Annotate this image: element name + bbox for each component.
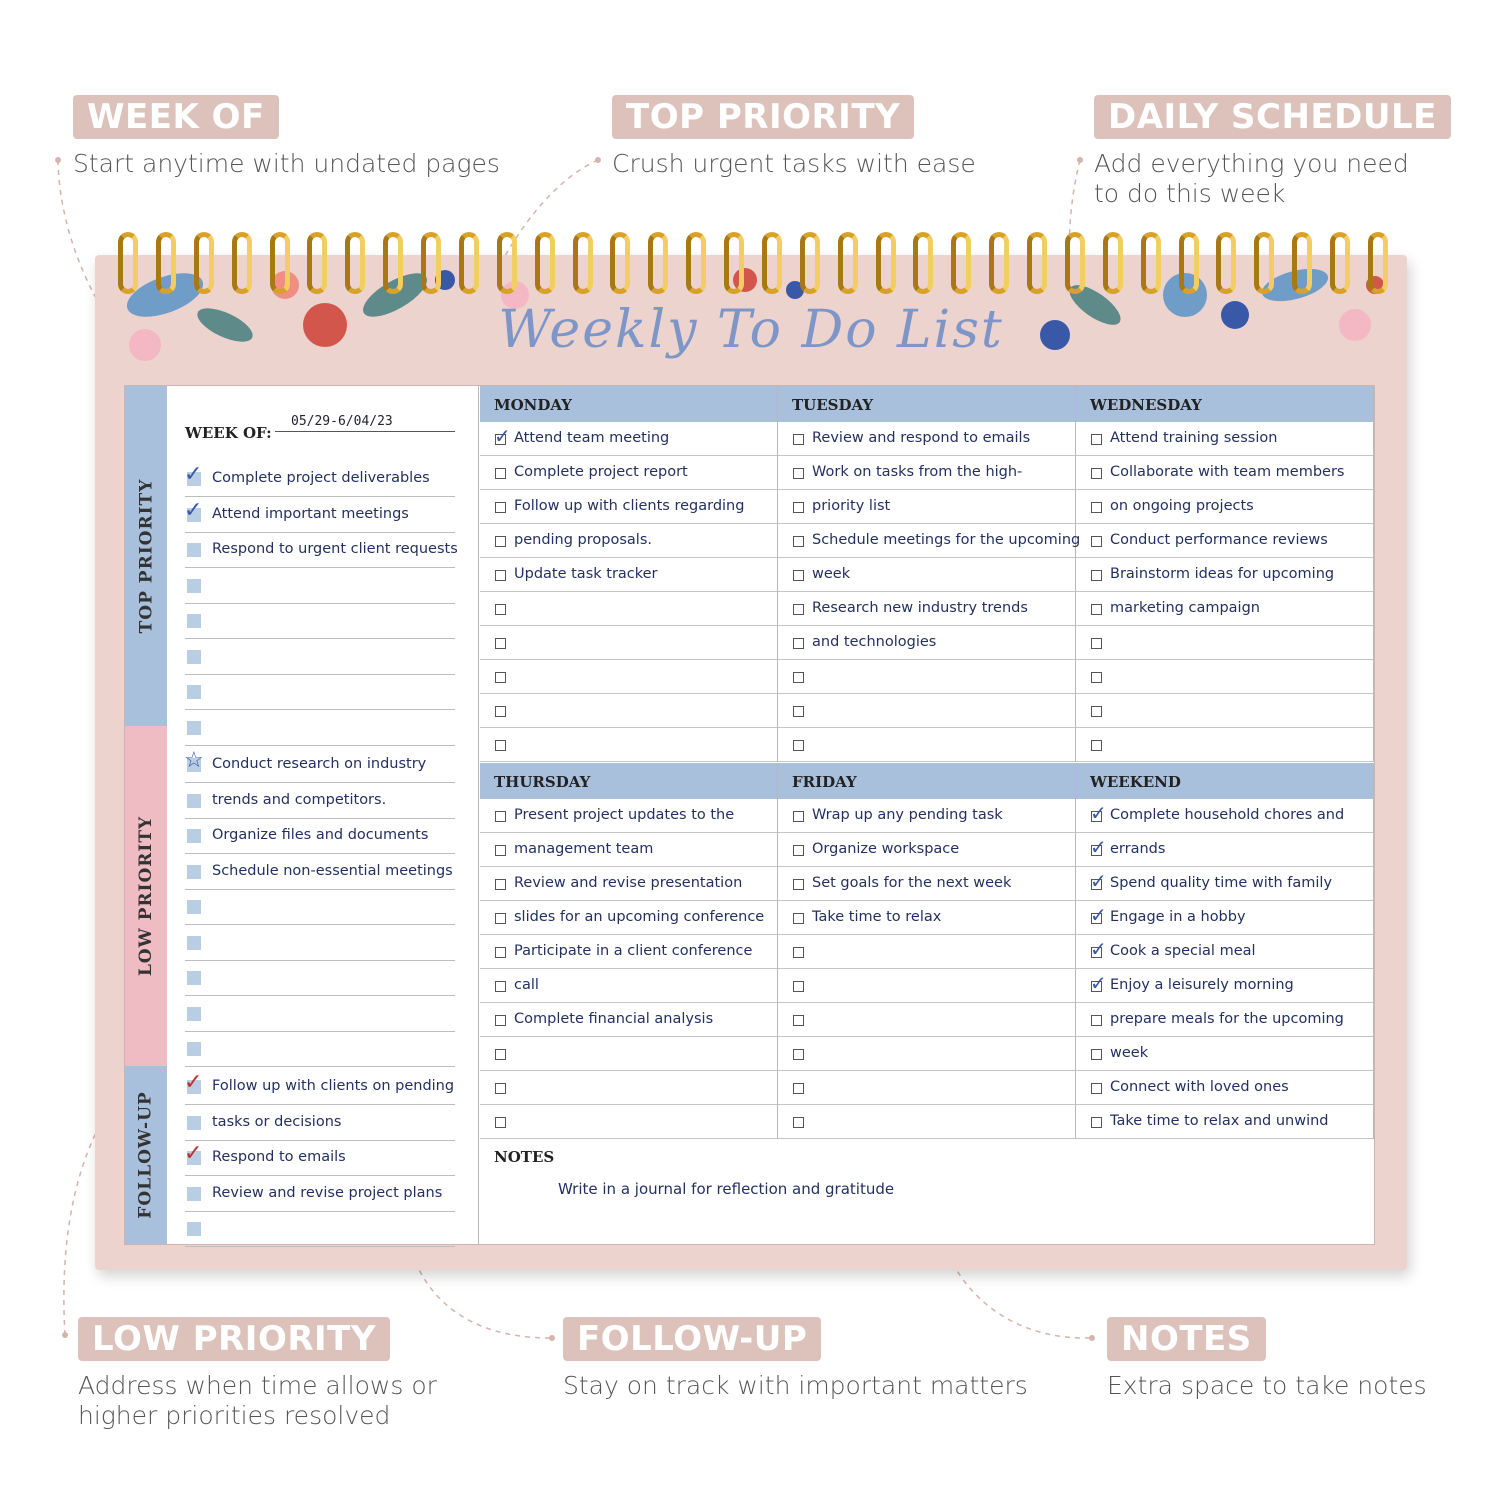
checkbox[interactable] — [495, 740, 506, 751]
task-row[interactable] — [480, 867, 777, 901]
task-row[interactable] — [778, 728, 1075, 762]
task-row[interactable] — [1076, 1037, 1373, 1071]
checkbox[interactable] — [793, 570, 804, 581]
checkmark-icon: ✓ — [184, 462, 203, 487]
spiral-ring — [459, 232, 479, 294]
spiral-ring — [421, 232, 441, 294]
callout-week-of — [73, 95, 500, 179]
priority-row[interactable] — [185, 533, 458, 568]
priority-row[interactable] — [185, 784, 455, 819]
task-row[interactable] — [1076, 935, 1373, 969]
notes-text[interactable]: Write in a journal for reflection and gratitude — [558, 1180, 895, 1198]
task-row[interactable] — [480, 626, 777, 660]
day-header: TUESDAY — [778, 386, 1075, 422]
spiral-ring — [156, 232, 176, 294]
spiral-ring — [1103, 232, 1123, 294]
task-text: pending proposals. — [514, 532, 652, 548]
notes-section — [480, 1140, 1375, 1244]
priority-row[interactable] — [185, 1106, 455, 1141]
spiral-ring — [118, 232, 138, 294]
checkbox[interactable] — [793, 468, 804, 479]
task-row[interactable] — [778, 1003, 1075, 1037]
callout-desc: Crush urgent tasks with ease — [612, 149, 976, 178]
task-text: tasks or decisions — [212, 1113, 342, 1130]
checkbox[interactable] — [495, 570, 506, 581]
checkbox[interactable] — [793, 536, 804, 547]
task-row[interactable] — [1076, 490, 1373, 524]
checkbox[interactable] — [495, 1049, 506, 1060]
task-row[interactable] — [1076, 867, 1373, 901]
checkbox[interactable] — [793, 706, 804, 717]
band-top-priority — [125, 386, 167, 726]
checkbox[interactable] — [495, 845, 506, 856]
checkbox[interactable] — [1091, 434, 1102, 445]
day-header: THURSDAY — [480, 763, 777, 799]
task-row[interactable] — [480, 728, 777, 762]
task-row[interactable] — [480, 799, 777, 833]
task-row[interactable] — [778, 592, 1075, 626]
checkbox[interactable] — [187, 685, 201, 699]
task-text: Enjoy a leisurely morning — [1110, 977, 1294, 993]
task-text: slides for an upcoming conference — [514, 909, 765, 925]
task-row[interactable] — [778, 694, 1075, 728]
checkbox[interactable] — [495, 913, 506, 924]
task-row[interactable] — [1076, 592, 1373, 626]
task-row[interactable] — [1076, 799, 1373, 833]
checkbox[interactable] — [1091, 706, 1102, 717]
callout-desc-line: higher priorities resolved — [78, 1401, 391, 1430]
spiral-ring — [762, 232, 782, 294]
spiral-ring — [573, 232, 593, 294]
day-thursday — [480, 763, 778, 1139]
task-text: Attend team meeting — [514, 430, 670, 446]
checkmark-icon: ✓ — [184, 497, 203, 523]
task-row[interactable] — [480, 1071, 777, 1105]
task-text: Review and respond to emails — [812, 430, 1031, 446]
task-row[interactable] — [480, 694, 777, 728]
checkbox[interactable] — [793, 1049, 804, 1060]
task-text: Conduct performance reviews — [1110, 532, 1328, 548]
day-header: WEEKEND — [1076, 763, 1373, 799]
task-text: Respond to urgent client requests — [212, 541, 458, 557]
priority-row[interactable] — [185, 748, 455, 783]
checkbox[interactable] — [187, 1042, 201, 1056]
priority-column — [125, 386, 479, 1244]
task-row[interactable] — [778, 660, 1075, 694]
task-text: Attend important meetings — [212, 505, 409, 522]
checkmark-icon: ✓ — [1090, 939, 1107, 961]
spiral-ring — [686, 232, 706, 294]
task-text: Spend quality time with family — [1110, 875, 1333, 891]
checkbox[interactable] — [187, 614, 201, 628]
checkbox[interactable] — [793, 502, 804, 513]
task-row[interactable] — [480, 1105, 777, 1139]
task-row[interactable] — [1076, 1071, 1373, 1105]
checkbox[interactable] — [1091, 638, 1102, 649]
checkbox[interactable] — [495, 536, 506, 547]
task-text: Connect with loved ones — [1110, 1079, 1289, 1095]
task-text: Research new industry trends — [812, 600, 1028, 616]
checkbox[interactable] — [793, 845, 804, 856]
spiral-ring — [1330, 232, 1350, 294]
task-text: Respond to emails — [212, 1149, 346, 1165]
task-text: Complete project deliverables — [212, 470, 430, 486]
task-row[interactable] — [778, 1105, 1075, 1139]
task-text: on ongoing projects — [1110, 498, 1254, 514]
task-row[interactable] — [778, 969, 1075, 1003]
callout-title: LOW PRIORITY — [78, 1317, 390, 1361]
day-tuesday — [778, 386, 1081, 762]
checkbox[interactable] — [793, 434, 804, 445]
checkbox[interactable] — [793, 913, 804, 924]
priority-row[interactable] — [185, 855, 455, 890]
task-text: Take time to relax — [812, 909, 942, 925]
checkbox[interactable] — [1091, 740, 1102, 751]
task-row[interactable] — [778, 524, 1081, 558]
checkmark-icon: ✓ — [494, 426, 511, 448]
task-row[interactable] — [778, 1071, 1075, 1105]
checkbox[interactable] — [1091, 1049, 1102, 1060]
checkmark-icon: ✓ — [1090, 837, 1107, 859]
callout-desc-line: Address when time allows or — [78, 1371, 437, 1400]
spiral-ring — [194, 232, 214, 294]
callout-follow-up — [563, 1317, 1028, 1401]
task-row[interactable] — [480, 456, 777, 490]
callout-title: TOP PRIORITY — [612, 95, 914, 139]
task-row[interactable] — [778, 901, 1075, 935]
band-follow-up — [125, 1066, 167, 1244]
task-text: errands — [1110, 841, 1166, 857]
checkbox[interactable] — [187, 971, 201, 985]
checkbox[interactable] — [793, 672, 804, 683]
checkbox[interactable] — [1091, 1015, 1102, 1026]
task-text: and technologies — [812, 634, 937, 650]
spiral-ring — [610, 232, 630, 294]
spiral-ring — [270, 232, 290, 294]
day-friday — [778, 763, 1076, 1139]
spiral-ring — [1027, 232, 1047, 294]
priority-row[interactable] — [185, 997, 455, 1032]
planner-sheet — [124, 385, 1375, 1245]
callout-low-priority — [78, 1317, 437, 1431]
task-row[interactable] — [480, 935, 777, 969]
callout-desc-line: Add everything you need — [1094, 149, 1409, 178]
task-row[interactable] — [480, 969, 777, 1003]
checkbox[interactable] — [793, 981, 804, 992]
spiral-ring — [800, 232, 820, 294]
callout-desc — [78, 1371, 437, 1431]
spiral-ring — [876, 232, 896, 294]
priority-row[interactable] — [185, 498, 455, 533]
checkbox[interactable] — [495, 638, 506, 649]
checkbox[interactable] — [1091, 468, 1102, 479]
task-text: week — [812, 566, 851, 582]
priority-row[interactable] — [185, 569, 455, 604]
checkmark-icon: ✓ — [184, 1141, 203, 1166]
task-row[interactable] — [480, 833, 777, 867]
task-row[interactable] — [778, 456, 1075, 490]
checkmark-icon: ✓ — [1090, 871, 1107, 893]
band-label: FOLLOW-UP — [136, 1091, 157, 1219]
band-label: LOW PRIORITY — [136, 815, 156, 977]
priority-row[interactable] — [185, 1177, 455, 1212]
spiral-ring — [913, 232, 933, 294]
checkmark-icon: ✓ — [184, 1070, 203, 1095]
task-text: trends and competitors. — [212, 791, 387, 808]
week-of-label: WEEK OF: — [185, 424, 272, 442]
checkbox[interactable] — [1091, 536, 1102, 547]
priority-row[interactable] — [185, 462, 455, 497]
priority-row[interactable] — [185, 1032, 455, 1067]
day-header: FRIDAY — [778, 763, 1075, 799]
checkbox[interactable] — [187, 650, 201, 664]
task-text: Complete household chores and — [1110, 807, 1345, 823]
checkbox[interactable] — [187, 900, 201, 914]
checkbox[interactable] — [495, 706, 506, 717]
task-row[interactable] — [1076, 969, 1373, 1003]
checkbox[interactable] — [187, 794, 201, 808]
spiral-ring — [345, 232, 365, 294]
checkbox[interactable] — [187, 721, 201, 735]
checkbox[interactable] — [187, 1187, 201, 1201]
checkbox[interactable] — [1091, 604, 1102, 615]
task-row[interactable] — [778, 799, 1075, 833]
planner-title: Weekly To Do List — [498, 300, 1004, 360]
day-weekend — [1076, 763, 1374, 1139]
checkbox[interactable] — [495, 981, 506, 992]
task-row[interactable] — [480, 490, 777, 524]
spiral-ring — [1065, 232, 1085, 294]
checkbox[interactable] — [187, 1007, 201, 1021]
task-text: Update task tracker — [514, 566, 658, 582]
spiral-ring — [1216, 232, 1236, 294]
band-label: TOP PRIORITY — [136, 478, 157, 634]
callout-title: NOTES — [1107, 1317, 1266, 1361]
spiral-ring — [1292, 232, 1312, 294]
task-row[interactable] — [480, 422, 777, 456]
checkbox[interactable] — [793, 604, 804, 615]
task-text: Set goals for the next week — [812, 875, 1012, 891]
spiral-ring — [307, 232, 327, 294]
task-row[interactable] — [480, 1003, 777, 1037]
star-icon: ☆ — [184, 748, 204, 773]
task-text: Conduct research on industry — [212, 756, 427, 772]
checkbox[interactable] — [495, 502, 506, 513]
task-row[interactable] — [778, 833, 1075, 867]
checkbox[interactable] — [495, 1117, 506, 1128]
day-monday — [480, 386, 778, 762]
checkbox[interactable] — [495, 1015, 506, 1026]
task-text: Review and revise presentation — [514, 875, 743, 891]
task-text: Participate in a client conference — [514, 943, 753, 959]
priority-row[interactable] — [185, 1070, 455, 1105]
spiral-ring — [1368, 232, 1388, 294]
spiral-ring — [383, 232, 403, 294]
task-text: Follow up with clients on pending — [212, 1078, 455, 1094]
task-text: Wrap up any pending task — [812, 807, 1003, 823]
priority-row[interactable] — [185, 604, 455, 639]
task-row[interactable] — [778, 1037, 1075, 1071]
callout-desc: Stay on track with important matters — [563, 1371, 1028, 1400]
task-text: management team — [514, 841, 654, 857]
checkmark-icon: ✓ — [1090, 803, 1107, 825]
task-text: Organize files and documents — [212, 827, 429, 843]
priority-row[interactable] — [185, 961, 455, 996]
task-row[interactable] — [1076, 558, 1373, 592]
checkbox[interactable] — [793, 811, 804, 822]
spiral-ring — [1179, 232, 1199, 294]
checkbox[interactable] — [793, 947, 804, 958]
task-text: Follow up with clients regarding — [514, 498, 745, 514]
priority-row[interactable] — [185, 675, 455, 710]
task-text: Cook a special meal — [1110, 943, 1256, 959]
checkbox[interactable] — [495, 947, 506, 958]
spiral-ring — [724, 232, 744, 294]
day-header: MONDAY — [480, 386, 777, 422]
checkbox[interactable] — [187, 865, 201, 879]
week-of-value[interactable]: 05/29-6/04/23 — [275, 414, 455, 432]
task-row[interactable] — [1076, 728, 1373, 762]
checkbox[interactable] — [495, 672, 506, 683]
task-text: Review and revise project plans — [212, 1184, 443, 1201]
checkbox[interactable] — [793, 1117, 804, 1128]
task-row[interactable] — [1076, 694, 1373, 728]
task-row[interactable] — [480, 1037, 777, 1071]
task-text: Work on tasks from the high- — [812, 464, 1023, 480]
task-text: Schedule non-essential meetings — [212, 862, 453, 879]
callout-desc: Extra space to take notes — [1107, 1371, 1427, 1400]
spiral-ring — [648, 232, 668, 294]
checkbox[interactable] — [187, 829, 201, 843]
checkbox[interactable] — [1091, 502, 1102, 513]
checkmark-icon: ✓ — [1090, 905, 1107, 927]
task-text: Collaborate with team members — [1110, 464, 1345, 480]
spiral-ring — [951, 232, 971, 294]
task-row[interactable] — [1076, 660, 1373, 694]
callout-title: FOLLOW-UP — [563, 1317, 821, 1361]
task-row[interactable] — [1076, 524, 1373, 558]
spiral-ring — [838, 232, 858, 294]
checkbox[interactable] — [495, 604, 506, 615]
checkbox[interactable] — [793, 1015, 804, 1026]
task-row[interactable] — [778, 422, 1075, 456]
checkbox[interactable] — [1091, 1083, 1102, 1094]
priority-row[interactable] — [185, 1141, 455, 1176]
task-text: Attend training session — [1110, 430, 1278, 446]
checkbox[interactable] — [495, 879, 506, 890]
priority-row[interactable] — [185, 1212, 455, 1247]
checkbox[interactable] — [495, 468, 506, 479]
checkbox[interactable] — [1091, 1117, 1102, 1128]
priority-row[interactable] — [185, 819, 455, 854]
checkbox[interactable] — [1091, 672, 1102, 683]
band-low-priority — [125, 726, 167, 1066]
task-row[interactable] — [480, 524, 777, 558]
task-text: Present project updates to the — [514, 807, 735, 823]
checkbox[interactable] — [1091, 570, 1102, 581]
checkbox[interactable] — [495, 1083, 506, 1094]
checkbox[interactable] — [495, 811, 506, 822]
day-header: WEDNESDAY — [1076, 386, 1373, 422]
spiral-ring — [989, 232, 1009, 294]
task-row[interactable] — [1076, 626, 1373, 660]
task-text: call — [514, 977, 539, 993]
spiral-ring — [535, 232, 555, 294]
checkbox[interactable] — [187, 1222, 201, 1236]
spiral-ring — [1254, 232, 1274, 294]
priority-row[interactable] — [185, 711, 455, 746]
task-row[interactable] — [778, 626, 1075, 660]
task-row[interactable] — [1076, 422, 1373, 456]
task-text: Brainstorm ideas for upcoming — [1110, 566, 1335, 582]
task-row[interactable] — [480, 558, 777, 592]
priority-row[interactable] — [185, 640, 455, 675]
day-wednesday — [1076, 386, 1374, 762]
checkmark-icon: ✓ — [1090, 973, 1107, 995]
checkbox[interactable] — [187, 579, 201, 593]
task-row[interactable] — [480, 660, 777, 694]
callout-desc: Start anytime with undated pages — [73, 149, 500, 178]
checkbox[interactable] — [187, 1116, 201, 1130]
checkbox[interactable] — [187, 543, 201, 557]
task-text: Complete project report — [514, 464, 688, 480]
checkbox[interactable] — [187, 936, 201, 950]
callout-daily-schedule — [1094, 95, 1451, 209]
priority-row[interactable] — [185, 926, 455, 961]
callout-title: WEEK OF — [73, 95, 279, 139]
task-text: week — [1110, 1045, 1149, 1061]
spiral-ring — [1141, 232, 1161, 294]
task-row[interactable] — [480, 592, 777, 626]
task-row[interactable] — [1076, 1105, 1373, 1139]
checkbox[interactable] — [793, 638, 804, 649]
spiral-binding — [118, 232, 1388, 297]
task-text: marketing campaign — [1110, 600, 1260, 616]
task-row[interactable] — [778, 558, 1075, 592]
task-row[interactable] — [480, 901, 777, 935]
notes-label: NOTES — [494, 1148, 555, 1166]
checkbox[interactable] — [793, 879, 804, 890]
task-row[interactable] — [778, 490, 1075, 524]
callout-desc-line: to do this week — [1094, 179, 1286, 208]
callout-top-priority — [612, 95, 976, 179]
task-row[interactable] — [778, 867, 1075, 901]
task-row[interactable] — [778, 935, 1075, 969]
task-text: Organize workspace — [812, 841, 960, 857]
task-text: prepare meals for the upcoming — [1110, 1011, 1344, 1027]
task-text: Complete financial analysis — [514, 1011, 714, 1027]
checkbox[interactable] — [793, 1083, 804, 1094]
task-row[interactable] — [1076, 1003, 1373, 1037]
checkbox[interactable] — [793, 740, 804, 751]
priority-row[interactable] — [185, 890, 455, 925]
task-row[interactable] — [1076, 833, 1373, 867]
task-text: Engage in a hobby — [1110, 909, 1246, 925]
task-text: priority list — [812, 498, 891, 514]
task-text: Take time to relax and unwind — [1110, 1113, 1329, 1129]
task-row[interactable] — [1076, 456, 1373, 490]
task-text: Schedule meetings for the upcoming — [812, 532, 1081, 548]
spiral-ring — [232, 232, 252, 294]
spiral-ring — [497, 232, 517, 294]
task-row[interactable] — [1076, 901, 1373, 935]
callout-desc — [1094, 149, 1451, 209]
callout-title: DAILY SCHEDULE — [1094, 95, 1451, 139]
callout-notes — [1107, 1317, 1427, 1401]
